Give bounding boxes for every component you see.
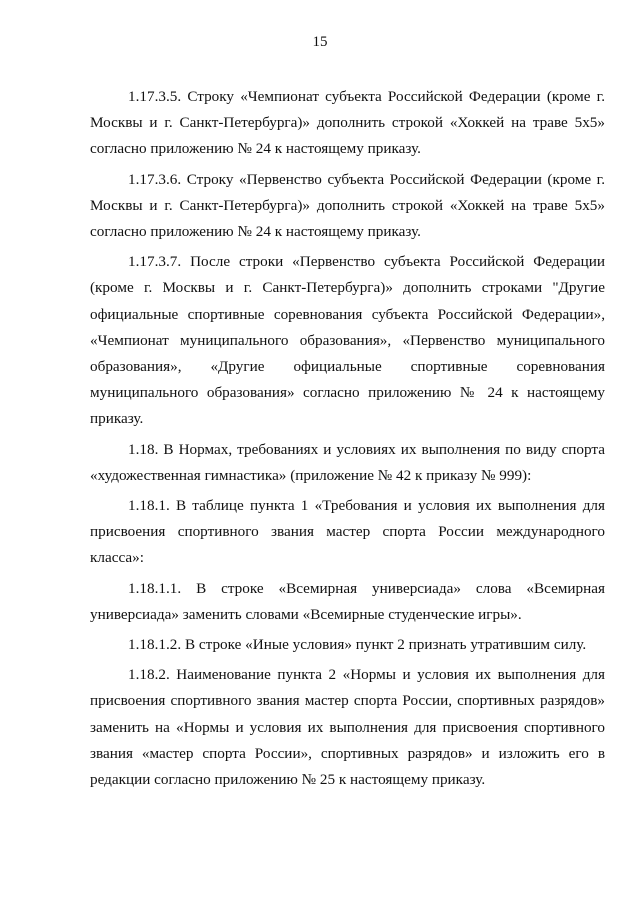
document-body xyxy=(90,84,605,797)
paragraph-1-17-3-7: 1.17.3.7. После строки «Первенство субъекта Российской Федерации (кроме г. Москвы и г. Санкт-Петербурга)» дополнить строками "Другие официальные спортивные соревнования субъекта Российской Федерации», «Чемпионат муниципального образования», «Первенство муниципального образования», «Другие официальные спортивные соревнования муниципального образования» согласно приложению № 24 к настоящему приказу. xyxy=(90,253,605,428)
paragraph-1-18-2: 1.18.2. Наименование пункта 2 «Нормы и условия их выполнения для присвоения спортивного звания мастер спорта России, спортивных разрядов» заменить на «Нормы и условия их выполнения для присвоения спортивного звания «мастер спорта России», спортивных разрядов» и изложить его в редакции согласно приложению № 25 к настоящему приказу. xyxy=(90,666,605,789)
paragraph-1-18-1-2: 1.18.1.2. В строке «Иные условия» пункт 2 признать утратившим силу. xyxy=(128,636,587,654)
paragraph-1-17-3-5: 1.17.3.5. Строку «Чемпионат субъекта Российской Федерации (кроме г. Москвы и г. Санкт-Петербурга)» дополнить строкой «Хоккей на траве 5х5» согласно приложению № 24 к настоящему приказу. xyxy=(90,88,605,158)
page-number: 15 xyxy=(312,34,328,50)
paragraph-1-18-1: 1.18.1. В таблице пункта 1 «Требования и условия их выполнения для присвоения спортивного звания мастер спорта России международного класса»: xyxy=(90,497,605,567)
paragraph-1-18: 1.18. В Нормах, требованиях и условиях их выполнения по виду спорта «художественная гимнастика» (приложение № 42 к приказу № 999): xyxy=(90,440,605,484)
paragraph-1-18-1-1: 1.18.1.1. В строке «Всемирная универсиада» слова «Всемирная универсиада» заменить словами «Всемирные студенческие игры». xyxy=(90,579,605,623)
paragraph-1-17-3-6: 1.17.3.6. Строку «Первенство субъекта Российской Федерации (кроме г. Москвы и г. Санкт-Петербурга)» дополнить строкой «Хоккей на траве 5х5» согласно приложению № 24 к настоящему приказу. xyxy=(90,170,605,241)
